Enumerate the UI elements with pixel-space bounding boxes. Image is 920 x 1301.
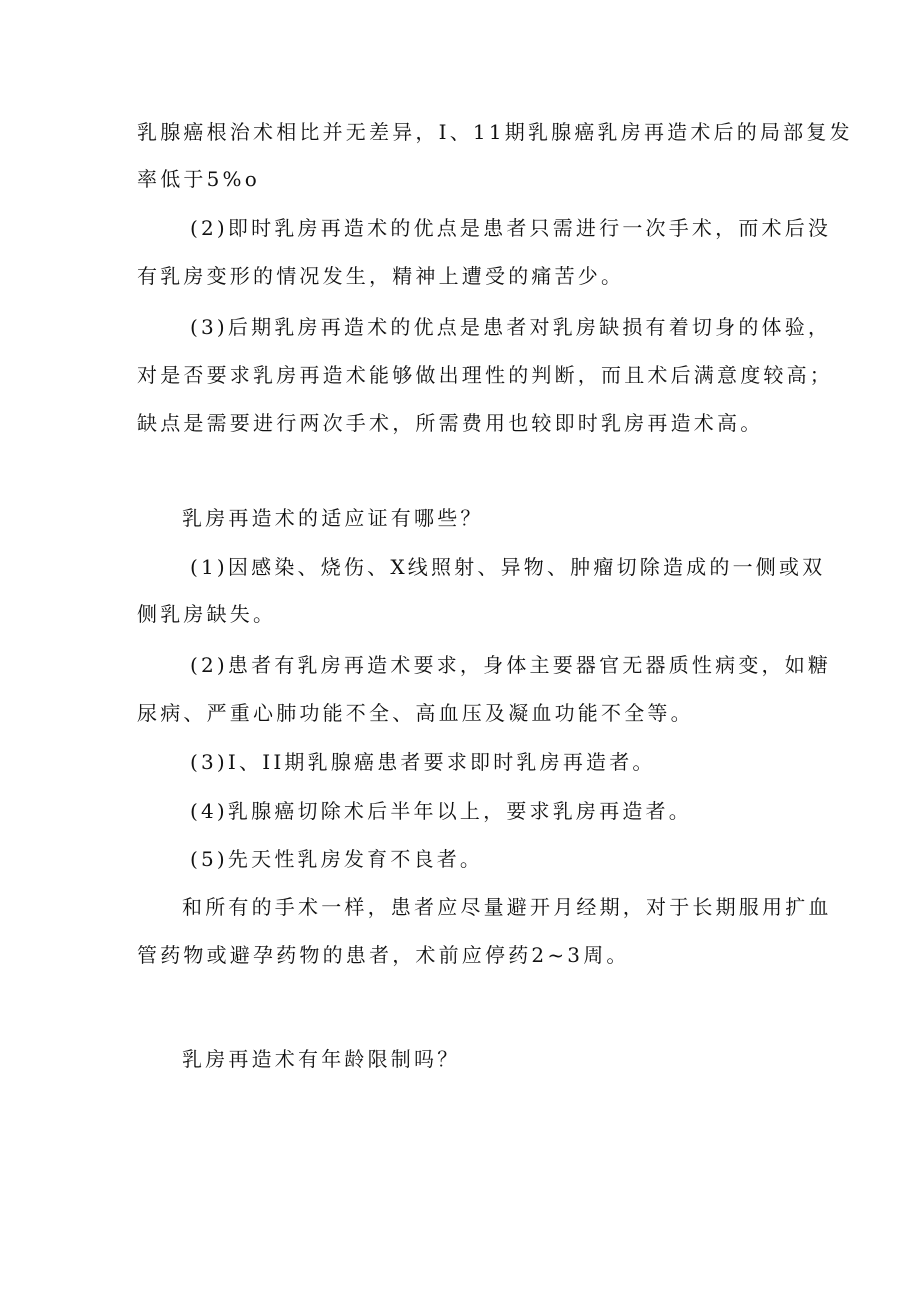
text-line: 管药物或避孕药物的患者，术前应停药2~3周。 (137, 943, 630, 967)
section-question: 乳房再造术的适应证有哪些？ (182, 506, 484, 530)
text-line: 有乳房变形的情况发生，精神上遭受的痛苦少。 (137, 264, 625, 288)
text-line: 率低于5%o (137, 167, 260, 191)
text-line: (3)后期乳房再造术的优点是患者对乳房缺损有着切身的体验， (190, 315, 832, 339)
text-line: (5)先天性乳房发育不良者。 (190, 847, 484, 871)
text-line: 缺点是需要进行两次手术，所需费用也较即时乳房再造术高。 (137, 411, 764, 435)
text-line: (1)因感染、烧伤、X线照射、异物、肿瘤切除造成的一侧或双 (190, 555, 826, 579)
text-line: 和所有的手术一样，患者应尽量避开月经期，对于长期服用扩血 (182, 895, 832, 919)
text-line: 对是否要求乳房再造术能够做出理性的判断，而且术后满意度较高； (137, 363, 833, 387)
text-line: (2)即时乳房再造术的优点是患者只需进行一次手术，而术后没 (190, 216, 832, 240)
text-line: (4)乳腺癌切除术后半年以上，要求乳房再造者。 (190, 799, 692, 823)
text-line: (3)I、II期乳腺癌患者要求即时乳房再造者。 (190, 750, 656, 774)
text-line: 侧乳房缺失。 (137, 602, 277, 626)
text-line: 尿病、严重心肺功能不全、高血压及凝血功能不全等。 (137, 701, 694, 725)
text-line: 乳腺癌根治术相比并无差异，I、11期乳腺癌乳房再造术后的局部复发 (137, 120, 853, 144)
section-question: 乳房再造术有年龄限制吗？ (182, 1047, 461, 1071)
text-line: (2)患者有乳房再造术要求，身体主要器官无器质性病变，如糖 (190, 653, 832, 677)
